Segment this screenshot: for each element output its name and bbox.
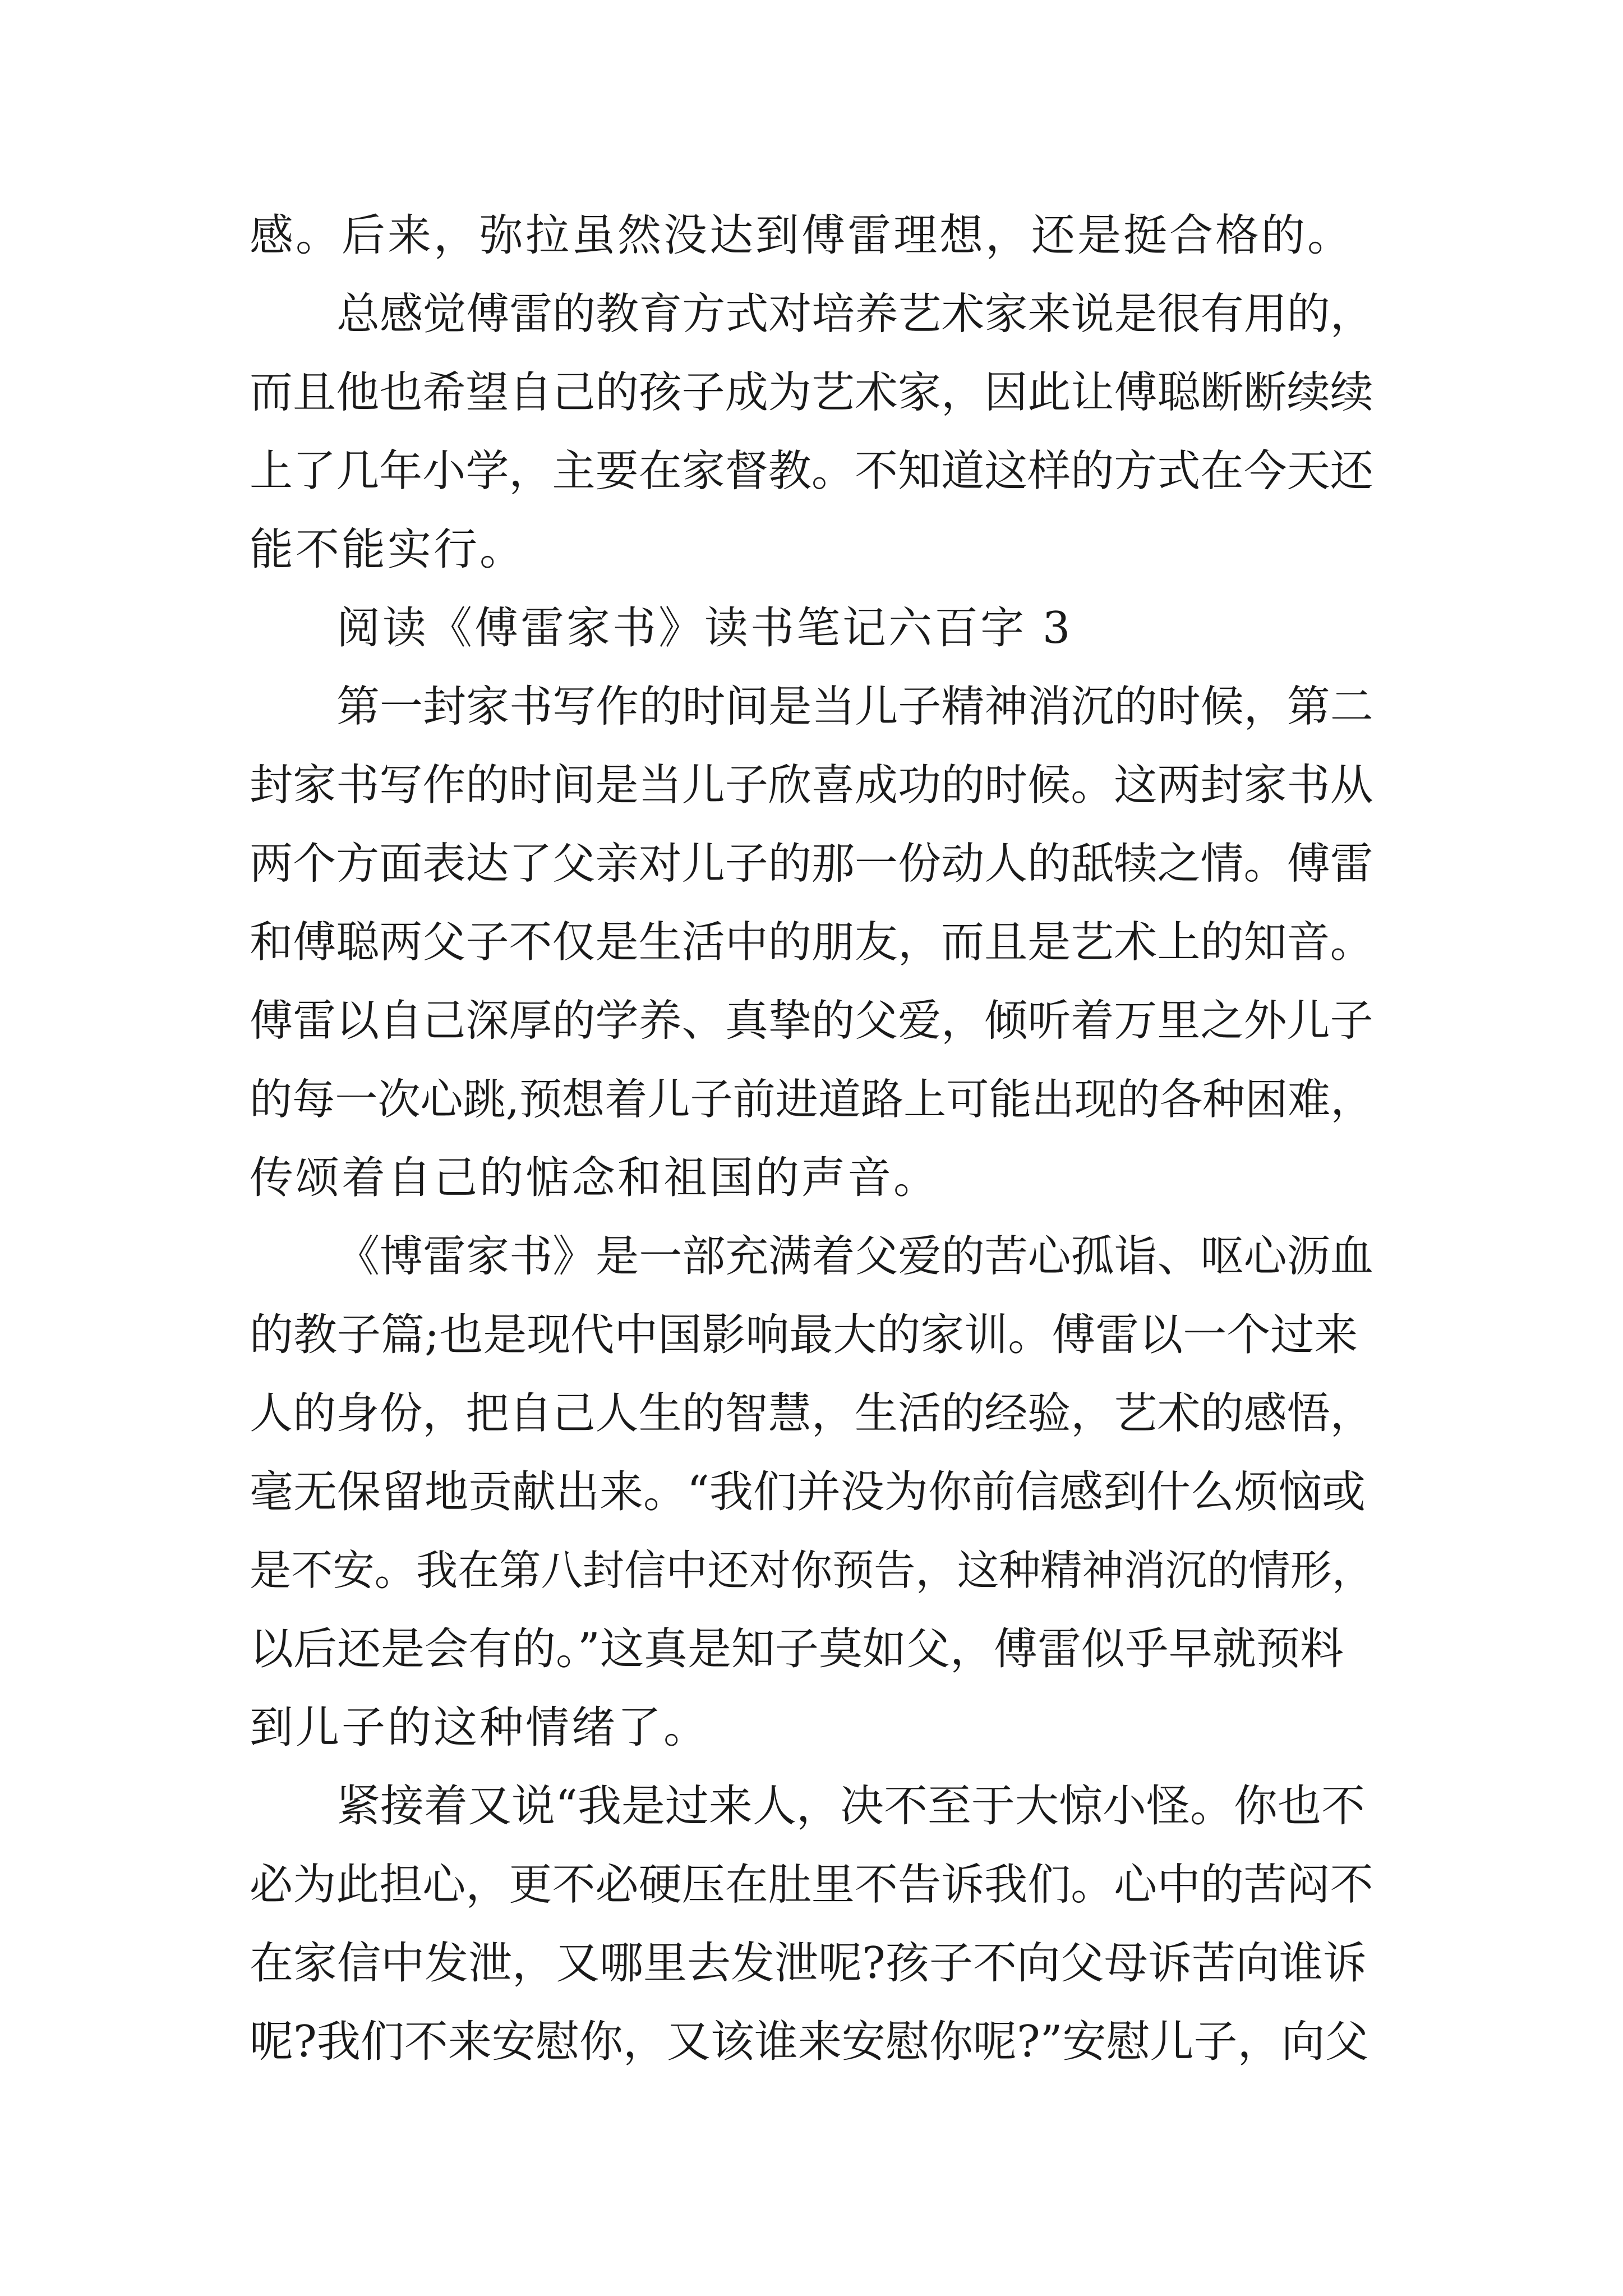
text-line: 呢?我们不来安慰你，又该谁来安慰你呢?”安慰儿子，向父 xyxy=(250,2017,1369,2067)
text-line: 人的身份，把自己人生的智慧，生活的经验，艺术的感悟， xyxy=(250,1388,1373,1439)
text-line: 能不能实行。 xyxy=(250,524,526,575)
text-line: 感。后来，弥拉虽然没达到傅雷理想，还是挺合格的。 xyxy=(250,210,1354,261)
section-heading: 阅读《傅雷家书》读书笔记六百字 3 xyxy=(336,603,1073,654)
text-line: 两个方面表达了父亲对儿子的那一份动人的舐犊之情。傅雷 xyxy=(250,839,1373,889)
text-line: 毫无保留地贡献出来。“我们并没为你前信感到什么烦恼或 xyxy=(250,1467,1366,1517)
text-line: 和傅聪两父子不仅是生活中的朋友，而且是艺术上的知音。 xyxy=(250,917,1373,968)
text-line: 在家信中发泄，又哪里去发泄呢?孩子不向父母诉苦向谁诉 xyxy=(250,1938,1367,1989)
text-line: 以后还是会有的。”这真是知子莫如父，傅雷似乎早就预料 xyxy=(250,1624,1344,1674)
text-line: 《博雷家书》是一部充满着父爱的苦心孤诣、呕心沥血 xyxy=(336,1231,1373,1282)
text-line: 紧接着又说“我是过来人，决不至于大惊小怪。你也不 xyxy=(336,1781,1365,1832)
text-line: 是不安。我在第八封信中还对你预告，这种精神消沉的情形， xyxy=(250,1546,1373,1595)
text-line: 而且他也希望自己的孩子成为艺术家，因此让傅聪断断续续 xyxy=(250,367,1373,418)
text-line: 封家书写作的时间是当儿子欣喜成功的时候。这两封家书从 xyxy=(250,760,1373,811)
text-line: 传颂着自己的惦念和祖国的声音。 xyxy=(250,1153,940,1203)
text-line: 的每一次心跳,预想着儿子前进道路上可能出现的各种困难， xyxy=(250,1074,1373,1124)
text-line: 第一封家书写作的时间是当儿子精神消沉的时候，第二 xyxy=(336,682,1373,732)
text-line: 的教子篇;也是现代中国影响最大的家训。傅雷以一个过来 xyxy=(250,1310,1358,1360)
text-line: 到儿子的这种情绪了。 xyxy=(250,1703,710,1753)
text-line: 总感觉傅雷的教育方式对培养艺术家来说是很有用的， xyxy=(336,289,1373,339)
text-line: 傅雷以自己深厚的学养、真挚的父爱，倾听着万里之外儿子 xyxy=(250,996,1373,1046)
text-line: 上了几年小学，主要在家督教。不知道这样的方式在今天还 xyxy=(250,446,1373,496)
text-line: 必为此担心，更不必硬压在肚里不告诉我们。心中的苦闷不 xyxy=(250,1860,1373,1910)
